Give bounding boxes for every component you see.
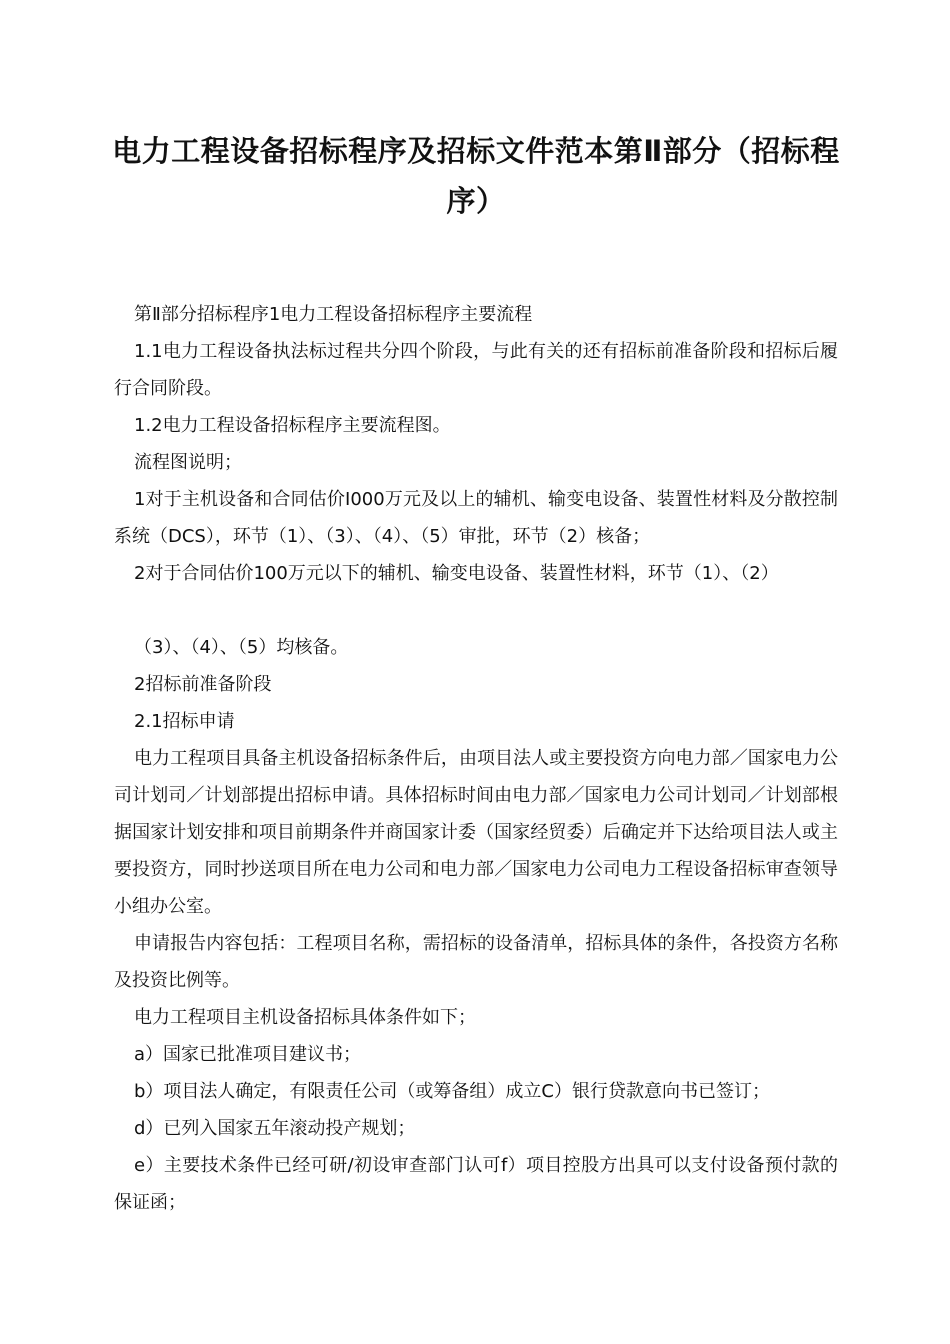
paragraph-conditions-intro: 电力工程项目主机设备招标具体条件如下； [134, 1007, 476, 1028]
paragraph-1-2: 1.2电力工程设备招标程序主要流程图。 [134, 415, 451, 436]
list-item-e-f: e）主要技术条件已经可研/初设审查部门认可f）项目控股方出具可以支付设备预付款的保证函； [114, 1155, 838, 1213]
paragraph-flowchart-note: 流程图说明； [134, 452, 242, 473]
paragraph-heading-2-1: 2.1招标申请 [134, 711, 235, 732]
list-item-d: d）已列入国家五年滚动投产规划； [134, 1118, 416, 1139]
document-body [114, 296, 838, 1221]
paragraph-note-1: 1对于主机设备和合同估价I000万元及以上的辅机、输变电设备、装置性材料及分散控制系统（DCS），环节（1）、（3）、（4）、（5）审批，环节（2）核备； [114, 489, 838, 547]
paragraph-section-heading: 第Ⅱ部分招标程序1电力工程设备招标程序主要流程 [134, 304, 533, 325]
paragraph-report-content: 申请报告内容包括：工程项目名称，需招标的设备清单，招标具体的条件，各投资方名称及投资比例等。 [114, 933, 838, 991]
list-item-b-c: b）项目法人确定，有限责任公司（或筹备组）成立C）银行贷款意向书已签订； [134, 1081, 770, 1102]
paragraph-1-1: 1.1电力工程设备执法标过程共分四个阶段，与此有关的还有招标前准备阶段和招标后履行合同阶段。 [114, 341, 838, 399]
list-item-a: a）国家已批准项目建议书； [134, 1044, 362, 1065]
document-title: 电力工程设备招标程序及招标文件范本第Ⅱ部分（招标程序） [112, 134, 840, 218]
paragraph-heading-2: 2招标前准备阶段 [134, 674, 272, 695]
paragraph-note-2: 2对于合同估价100万元以下的辅机、输变电设备、装置性材料，环节（1）、（2） [134, 563, 779, 584]
paragraph-note-2-continued: （3）、（4）、（5）均核备。 [134, 637, 349, 658]
paragraph-application: 电力工程项目具备主机设备招标条件后，由项目法人或主要投资方向电力部／国家电力公司计划司／计划部提出招标申请。具体招标时间由电力部／国家电力公司计划司／计划部根据国家计划安排和项目前期条件并商国家计委（国家经贸委）后确定并下达给项目法人或主要投资方，同时抄送项目所在电力公司和电力部／国家电力公司电力工程设备招标审查领导小组办公室。 [114, 748, 838, 917]
